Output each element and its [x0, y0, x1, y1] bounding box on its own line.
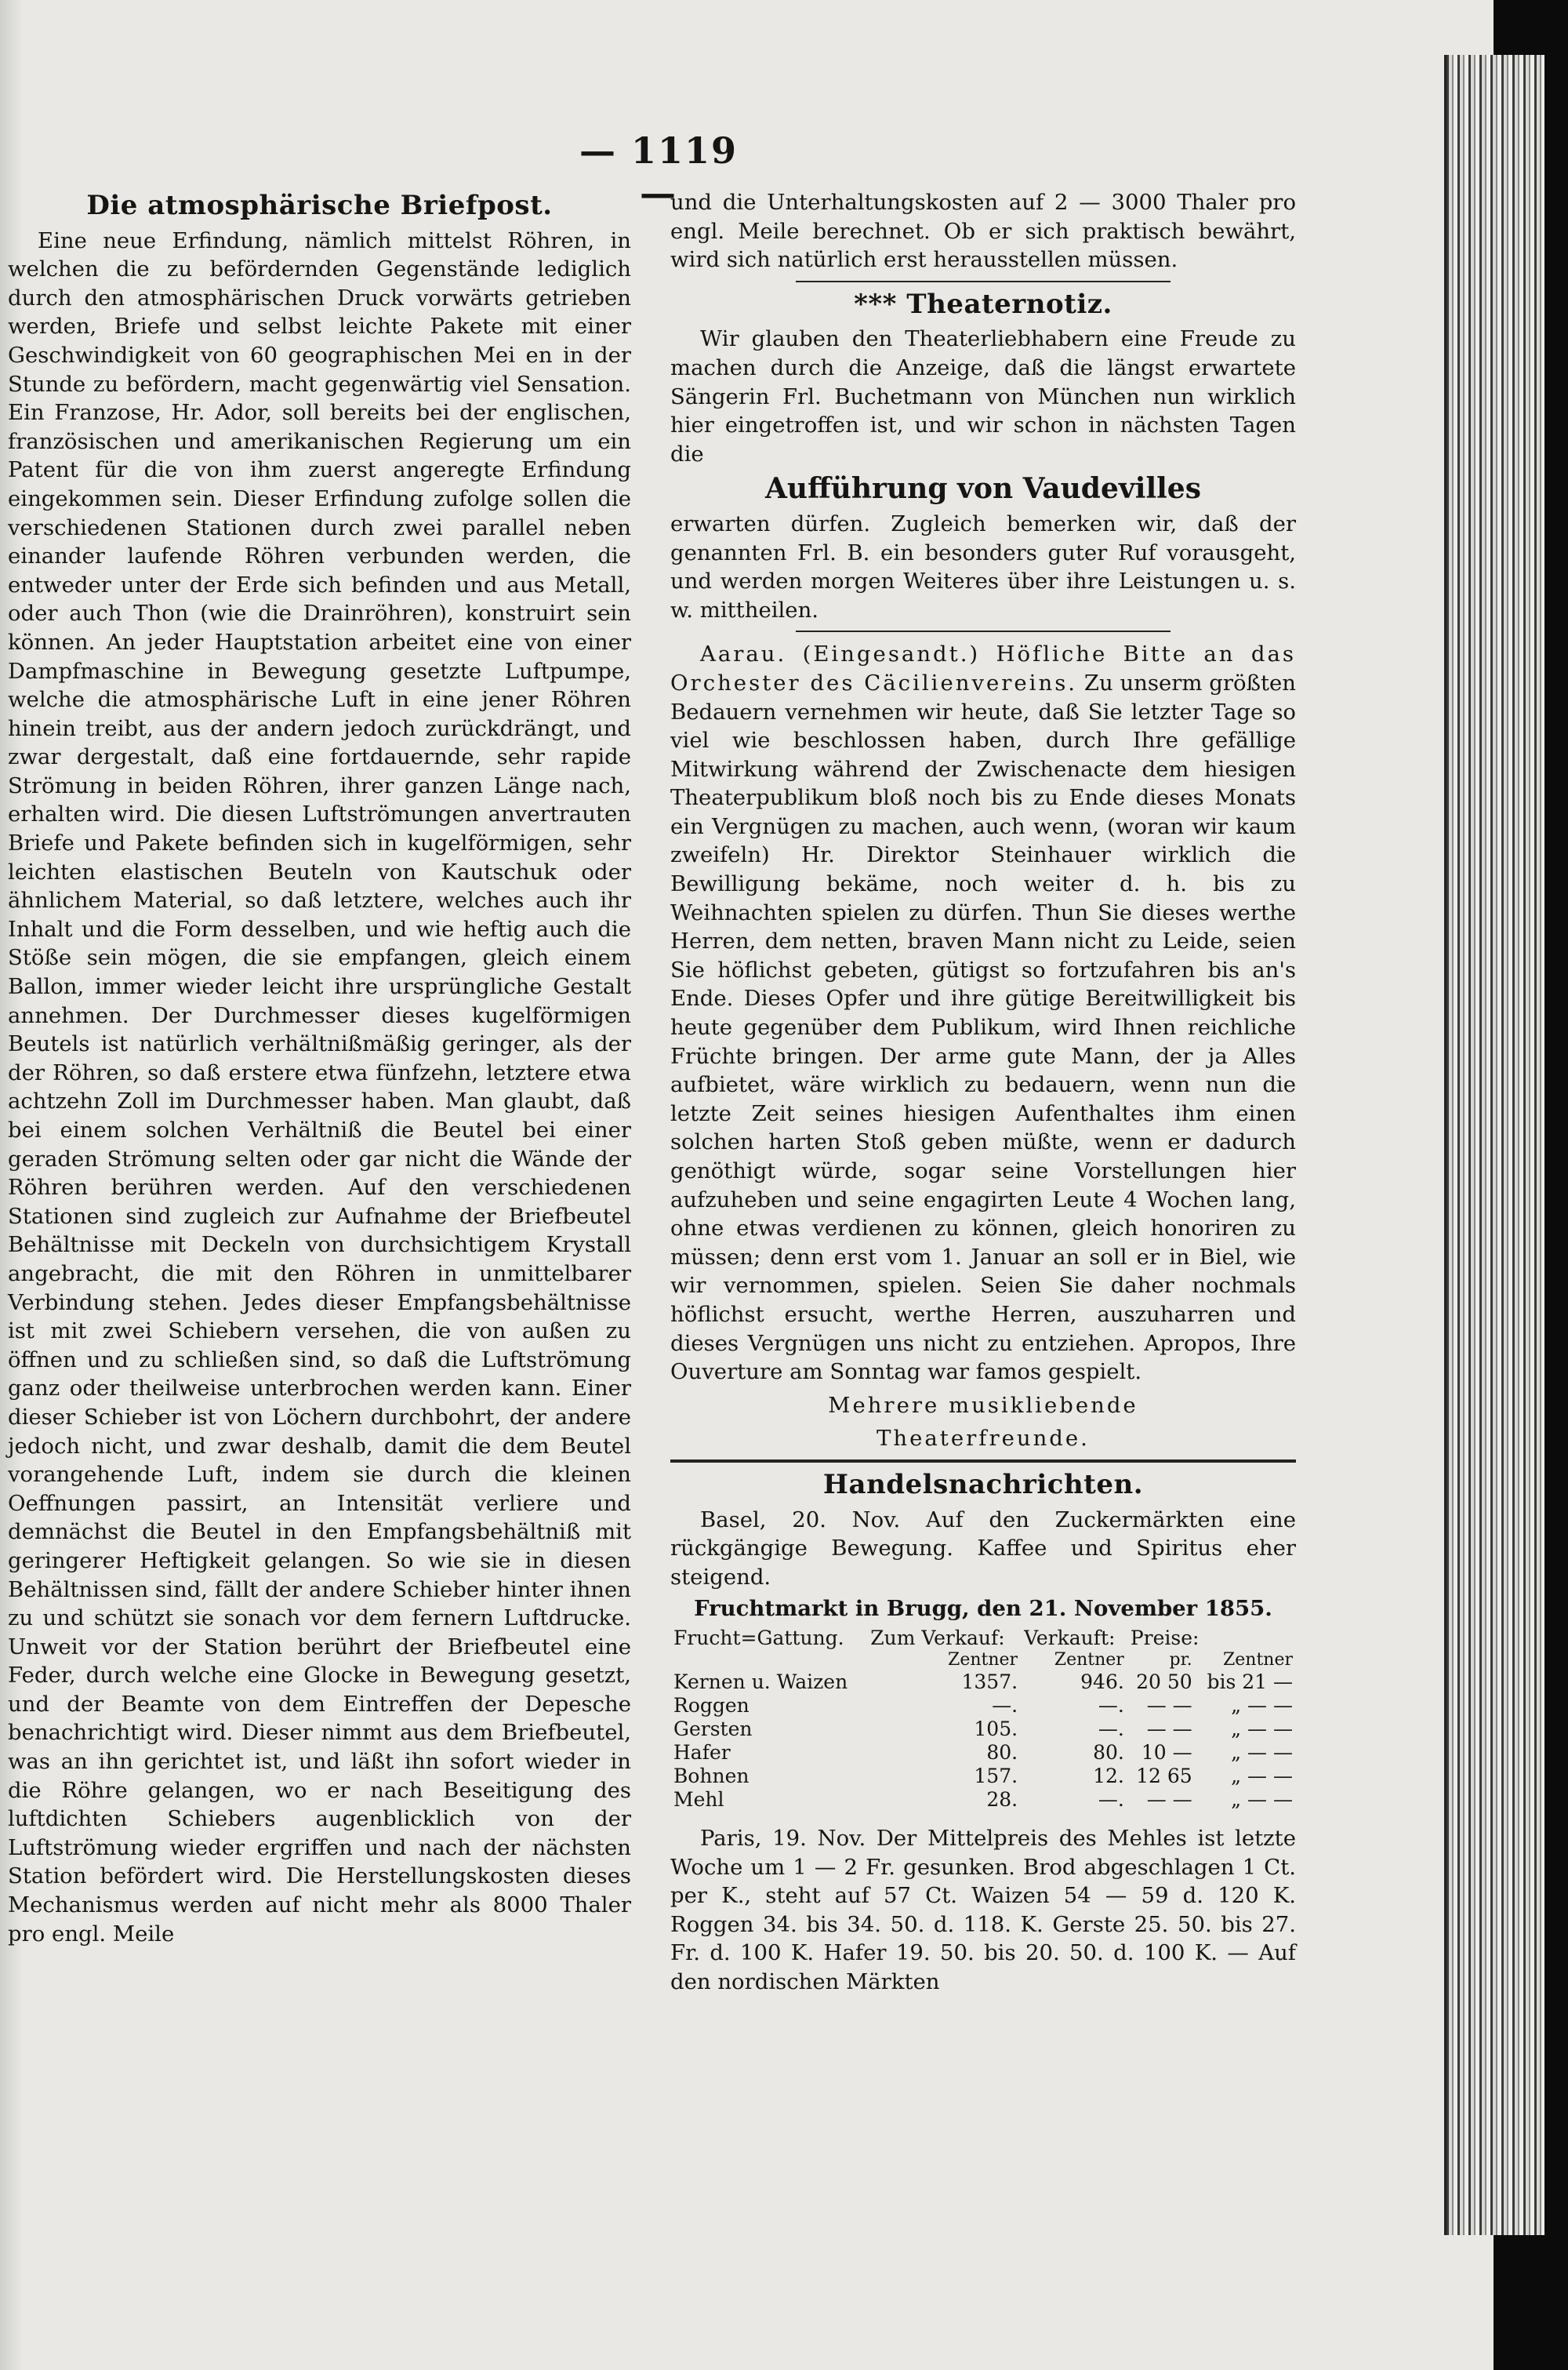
- sold: —.: [1098, 1693, 1124, 1717]
- table-row: [670, 1670, 1296, 1694]
- price-to: „ — —: [1231, 1787, 1293, 1811]
- sold: 80.: [1093, 1740, 1124, 1764]
- basel-report: Basel, 20. Nov. Auf den Zuckermärkten eine rückgängige Bewegung. Kaffee und Spiritus eher steigend.: [670, 1507, 1296, 1590]
- grain-type: Mehl: [673, 1787, 724, 1811]
- theater-notice-text-2: erwarten dürfen. Zugleich bemerken wir, daß der genannten Frl. B. ein besonders guter Ruf vorausgeht, und werden morgen Weiteres über ihre Leistungen u. s. w. mittheilen.: [670, 511, 1296, 623]
- table-unit: Zentner: [1222, 1649, 1293, 1670]
- sold: —.: [1098, 1717, 1124, 1740]
- table-header: Preise:: [1130, 1626, 1200, 1649]
- article-continuation: und die Unterhaltungskosten auf 2 — 3000 Thaler pro engl. Meile berechnet. Ob er sich praktisch bewährt, wird sich natürlich erst herausstellen müssen.: [670, 190, 1296, 273]
- aarau-letter-lead: Aarau. (Eingesandt.) Höfliche Bitte an das Orchester des Cäcilienvereins.: [670, 642, 1296, 696]
- for-sale: —.: [992, 1693, 1018, 1717]
- price-from: 20 50: [1136, 1670, 1192, 1693]
- price-to: „ — —: [1231, 1740, 1293, 1764]
- article-title: Die atmosphärische Briefpost.: [86, 190, 553, 221]
- price-from: — —: [1146, 1693, 1192, 1717]
- table-row: [670, 1765, 1296, 1788]
- letter-signature-line-1: Mehrere musikliebende: [828, 1392, 1138, 1418]
- sold: 12.: [1093, 1764, 1124, 1787]
- left-column: [8, 188, 631, 1948]
- price-to: „ — —: [1231, 1717, 1293, 1740]
- table-unit: [670, 1650, 867, 1670]
- for-sale: 105.: [974, 1717, 1018, 1740]
- grain-price-table: [670, 1627, 1296, 1812]
- table-unit: pr.: [1169, 1649, 1192, 1670]
- price-to: bis 21 —: [1207, 1670, 1293, 1693]
- divider: [796, 631, 1171, 632]
- divider: [796, 281, 1171, 282]
- price-from: — —: [1146, 1717, 1192, 1740]
- for-sale: 157.: [974, 1764, 1018, 1787]
- aarau-letter-text: Zu unserm größten Bedauern vernehmen wir heute, daß Sie letzter Tage so viel wie beschlossen haben, durch Ihre gefällige Mitwirkung während der Zwischenacte dem hiesigen Theaterpublikum bloß noch bis zu Ende dieses Monats ein Vergnügen zu machen, auch wenn, (woran wir kaum zweifeln) Hr. Direktor Steinhauer wirklich die Bewilligung bekäme, noch weiter d. h. bis zu Weihnachten spielen zu dürfen. Thun Sie dieses werthe Herren, dem netten, braven Mann nicht zu Leide, seien Sie höflichst gebeten, gütigst so fortzufahren bis an's Ende. Dieses Opfer und ihre gütige Bereitwilligkeit bis heute gegenüber dem Publikum, wird Ihnen reichliche Früchte bringen. Der arme gute Mann, der ja Alles aufbietet, wäre wirklich zu bedauern, wenn nun die letzte Zeit seines hiesigen Aufenthaltes ihm einen solchen harten Stoß geben müßte, wenn er dadurch genöthigt würde, sogar seine Vorstellungen hier aufzuheben und seine engagirten Leute 4 Wochen lang, ohne etwas verdienen zu können, gleich honoriren zu müssen; denn erst vom 1. Januar an soll er in Biel, wie wir vernommen, spielen. Seien Sie daher nochmals höflichst ersucht, werthe Herren, auszuharren und dieses Vergnügen uns nicht zu entziehen. Apropos, Ihre Ouverture am Sonntag war famos gespielt.: [670, 670, 1296, 1385]
- grain-type: Gersten: [673, 1717, 753, 1740]
- table-row: [670, 1788, 1296, 1812]
- section-divider: [670, 1459, 1296, 1463]
- page-number: — 1119 —: [579, 129, 739, 214]
- grain-type: Hafer: [673, 1740, 731, 1764]
- for-sale: 80.: [986, 1740, 1018, 1764]
- table-row: [670, 1741, 1296, 1765]
- table-header-row: [670, 1627, 1296, 1650]
- theater-headline: Aufführung von Vaudevilles: [765, 472, 1201, 506]
- table-header: Zum Verkauf:: [870, 1626, 1005, 1649]
- book-spine-edge: [1444, 55, 1544, 2235]
- market-title: Fruchtmarkt in Brugg, den 21. November 1855.: [694, 1596, 1272, 1622]
- price-from: — —: [1146, 1787, 1192, 1811]
- table-unit: Zentner: [948, 1649, 1018, 1670]
- grain-type: Bohnen: [673, 1764, 750, 1787]
- table-units-row: [670, 1650, 1296, 1670]
- article-body: Eine neue Erfindung, nämlich mittelst Röhren, in welchen die zu befördernden Gegenstände lediglich durch den atmosphärischen Druck vorwärts getrieben werden, Briefe und selbst leichte Pakete mit einer Geschwindigkeit von 60 geographischen Mei en in der Stunde zu befördern, macht gegenwärtig viel Sensation. Ein Franzose, Hr. Ador, soll bereits bei der englischen, französischen und amerikanischen Regierung um ein Patent für die von ihm zuerst angeregte Erfindung eingekommen sein. Dieser Erfindung zufolge sollen die verschiedenen Stationen durch zwei parallel neben einander laufende Röhren verbunden werden, die entweder unter der Erde sich befinden und aus Metall, oder auch Thon (wie die Drainröhren), konstruirt sein können. An jeder Hauptstation arbeitet eine von einer Dampfmaschine in Bewegung gesetzte Luftpumpe, welche die atmosphärische Luft in eine jener Röhren hinein treibt, aus der andern jedoch zurückdrängt, und zwar dergestalt, daß eine fortdauernde, sehr rapide Strömung in beiden Röhren, ihrer ganzen Länge nach, erhalten wird. Die diesen Luftströmungen anvertrauten Briefe und Pakete befinden sich in kugelförmigen, sehr leichten elastischen Beuteln von Kautschuk oder ähnlichem Material, so daß letztere, welches auch ihr Inhalt und die Form desselben, und wie heftig auch die Stöße sein mögen, die sie empfangen, gleich einem Ballon, immer wieder leicht ihre ursprüngliche Gestalt annehmen. Der Durchmesser dieses kugelförmigen Beutels ist natürlich verhältnißmäßig geringer, als der der Röhren, so daß erstere etwa fünfzehn, letztere etwa achtzehn Zoll im Durchmesser haben. Man glaubt, daß bei einem solchen Verhältniß die Beutel bei einer geraden Strömung selten oder gar nicht die Wände der Röhren berühren werden. Auf den verschiedenen Stationen sind zugleich zur Aufnahme der Briefbeutel Behältnisse mit Deckeln von durchsichtigem Krystall angebracht, die mit den Röhren in unmittelbarer Verbindung stehen. Jedes dieser Empfangsbehältnisse ist mit zwei Schiebern versehen, die von außen zu öffnen und zu schließen sind, so daß die Luftströmung ganz oder theilweise unterbrochen werden kann. Einer dieser Schieber ist von Löchern durchbohrt, der andere jedoch nicht, und zwar deshalb, damit die dem Beutel vorangehende Luft, indem sie durch die kleinen Oeffnungen passirt, an Intensität verliere und demnächst die Beutel in den Empfangsbehältniß mit geringerer Heftigkeit gelangen. So wie sie in diesen Behältnissen sind, fällt der andere Schieber hinter ihnen zu und schützt sie sonach vor dem fernern Luftdrucke. Unweit vor der Station berührt der Briefbeutel eine Feder, durch welche eine Glocke in Bewegung gesetzt, und der Beamte von dem Eintreffen der Depesche benachrichtigt wird. Dieser nimmt aus dem Briefbeutel, was an ihn gerichtet ist, und läßt ihn sofort wieder in die Röhre gelangen, wo er nach Beseitigung des luftdichten Schiebers augenblicklich von der Luftströmung wieder ergriffen und nach der nächsten Station befördert wird. Die Herstellungskosten dieses Mechanismus werden auf nicht mehr als 8000 Thaler pro engl. Meile: [8, 227, 631, 1947]
- grain-type: Roggen: [673, 1693, 750, 1717]
- price-from: 12 65: [1136, 1764, 1192, 1787]
- paris-report: Paris, 19. Nov. Der Mittelpreis des Mehles ist letzte Woche um 1 — 2 Fr. gesunken. Brod abgeschlagen 1 Ct. per K., steht auf 57 Ct. Waizen 54 — 59 d. 120 K. Roggen 34. bis 34. 50. d. 118. K. Gerste 25. 50. bis 27. Fr. d. 100 K. Hafer 19. 50. bis 20. 50. d. 100 K. — Auf den nordischen Märkten: [670, 1825, 1296, 1994]
- theater-notice-title: *** Theaternotiz.: [854, 288, 1112, 320]
- for-sale: 28.: [986, 1787, 1018, 1811]
- table-header: Verkauft:: [1024, 1626, 1116, 1649]
- price-from: 10 —: [1141, 1740, 1192, 1764]
- table-row: [670, 1694, 1296, 1718]
- theater-notice-text: Wir glauben den Theaterliebhabern eine Freude zu machen durch die Anzeige, daß die längst erwartete Sängerin Frl. Buchetmann von München nun wirklich hier eingetroffen ist, und wir schon in nächsten Tagen die: [670, 326, 1296, 467]
- aarau-letter: [670, 640, 1296, 1386]
- sold: —.: [1098, 1787, 1124, 1811]
- right-column: [670, 188, 1296, 1996]
- grain-type: Kernen u. Waizen: [673, 1670, 848, 1693]
- for-sale: 1357.: [961, 1670, 1018, 1693]
- price-to: „ — —: [1231, 1693, 1293, 1717]
- trade-news-title: Handelsnachrichten.: [822, 1468, 1144, 1500]
- sold: 946.: [1080, 1670, 1124, 1693]
- price-to: „ — —: [1231, 1764, 1293, 1787]
- table-unit: Zentner: [1054, 1649, 1124, 1670]
- table-header: Frucht=Gattung.: [673, 1626, 844, 1649]
- letter-signature-line-2: Theaterfreunde.: [877, 1426, 1090, 1452]
- table-row: [670, 1718, 1296, 1741]
